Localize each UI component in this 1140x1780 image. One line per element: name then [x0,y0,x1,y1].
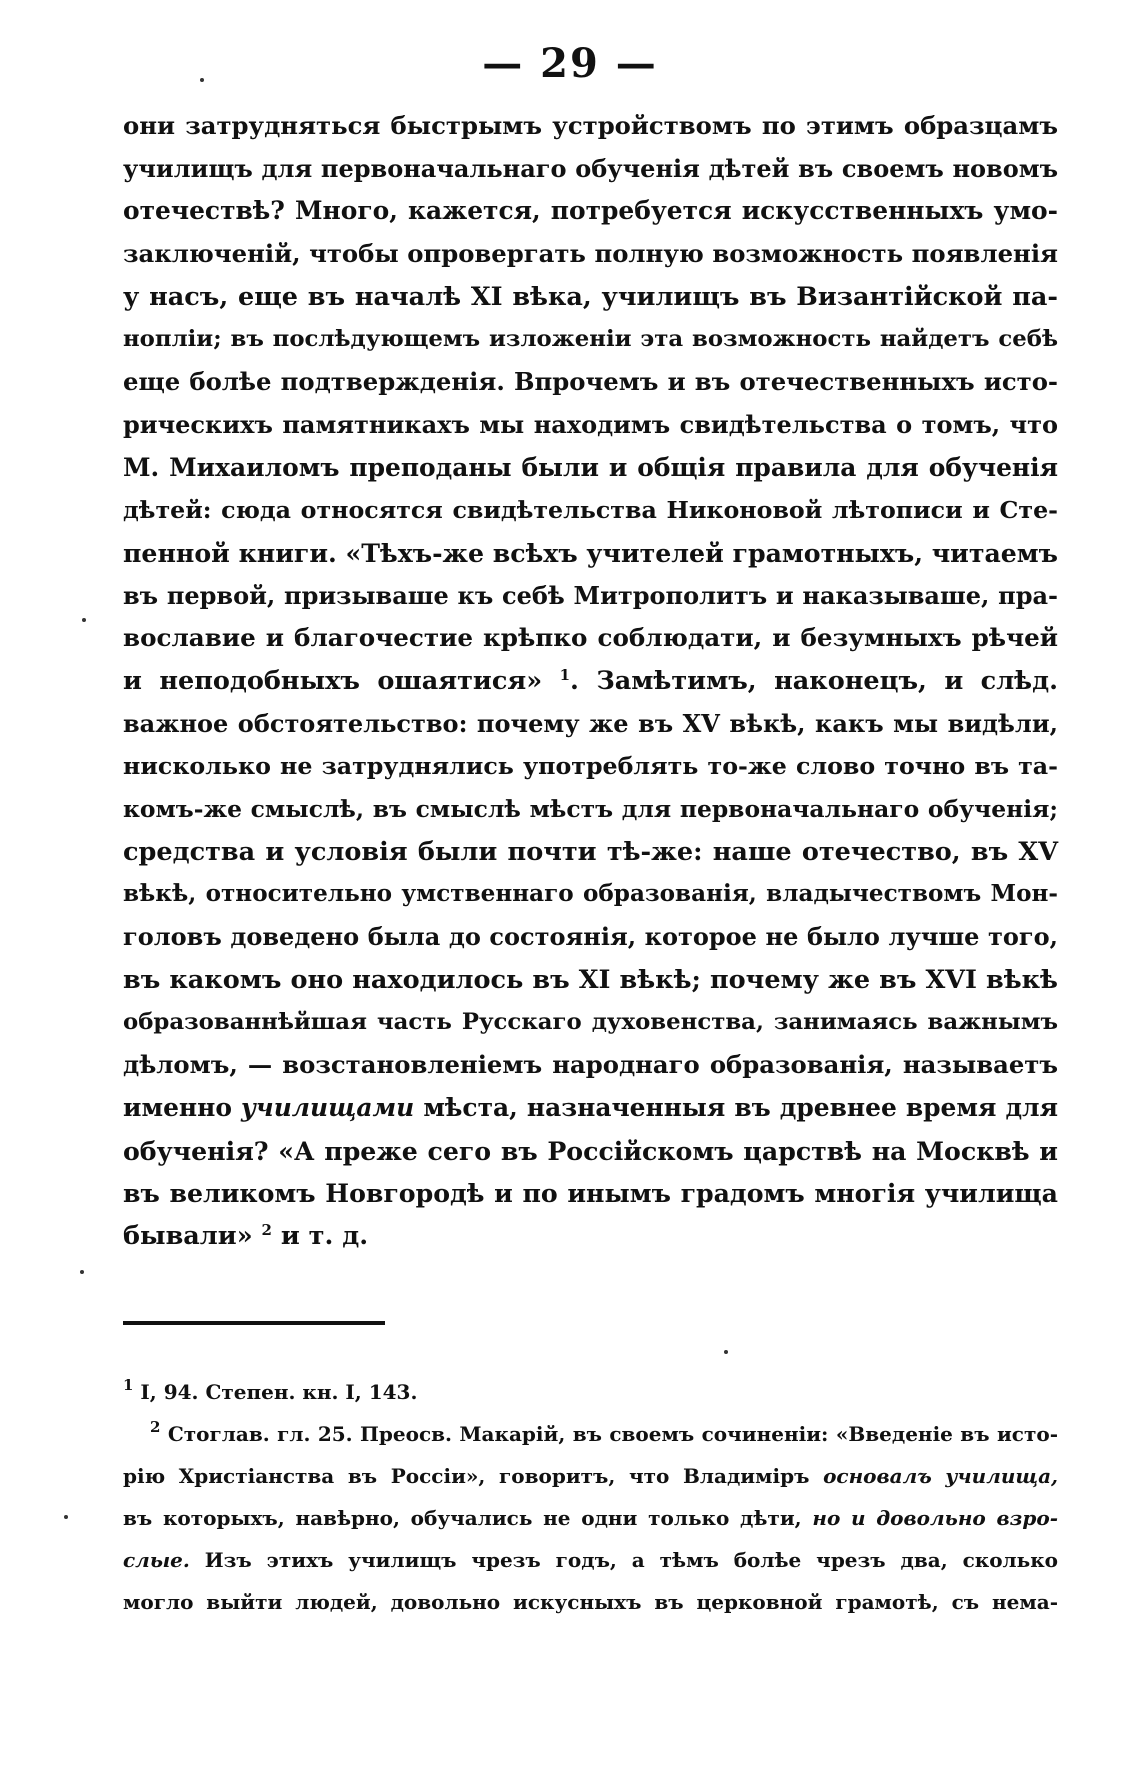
body-line: отечествѣ? Много, кажется, потребуется искусственныхъ умо- [123,196,1058,226]
footnote-1 [123,1371,1058,1413]
footnote-line [123,1539,1058,1581]
footnote-text: въ которыхъ, навѣрно, обучались не одни только дѣти, [123,1506,802,1530]
body-line: училищъ для первоначальнаго обученія дѣтей въ своемъ новомъ [123,153,1058,183]
footnote-line [123,1497,1058,1539]
body-line: нисколько не затруднялись употреблять то-же слово точно въ та- [123,752,1058,781]
body-line: у насъ, еще въ началѣ XI вѣка, училищъ въ Византійской па- [123,281,1058,312]
body-line [123,1087,1058,1130]
footnote-italic: слые. [123,1548,190,1572]
body-line: пенной книги. «Тѣхъ-же всѣхъ учителей грамотныхъ, читаемъ [123,537,1058,568]
body-line: М. Михаиломъ преподаны были и общія правила для обученія [123,452,1058,482]
footnote-text: Стоглав. гл. 25. Преосв. Макарій, въ своемъ сочиненіи: «Введеніе въ исто- [167,1422,1058,1446]
scan-speck [200,78,204,82]
body-line: нопліи; въ послѣдующемъ изложеніи эта возможность найдетъ себѣ [123,326,1058,353]
footnote-italic: основалъ училища, [823,1464,1059,1488]
body-line: обученія? «А преже сего въ Россійскомъ царствѣ на Москвѣ и [123,1135,1058,1166]
body-line: важное обстоятельство: почему же въ XV вѣкѣ, какъ мы видѣли, [123,708,1058,738]
body-line: еще болѣе подтвержденія. Впрочемъ и въ отечественныхъ исто- [123,367,1058,397]
footnote-italic: но и довольно взро- [812,1506,1058,1530]
body-line: дѣломъ, — возстановленіемъ народнаго образованія, называетъ [123,1050,1058,1080]
scan-speck [82,618,86,622]
footnote-ref-2: 2 [261,1220,272,1239]
footnote-marker-2: 2 [150,1418,161,1436]
body-text [123,105,1058,1258]
body-line [123,660,1058,703]
page-number: — 29 — [482,40,658,87]
body-line: они затрудняться быстрымъ устройствомъ по этимъ образцамъ [123,111,1058,140]
footnote-line: могло выйти людей, довольно искусныхъ въ церковной грамотѣ, съ нема- [123,1590,1058,1614]
footnote-text: рію Христіанства въ Россіи», говоритъ, что Владиміръ [123,1464,810,1488]
scan-speck [80,1270,84,1274]
footnote-separator [123,1321,385,1325]
scan-speck [724,1350,728,1354]
body-line-segment: бывали» [123,1220,253,1251]
body-line: рическихъ памятникахъ мы находимъ свидѣтельства о томъ, что [123,409,1058,439]
body-line-segment: и неподобныхъ ошаятися» [123,665,543,696]
body-line-segment: мѣста, назначенныя въ древнее время для [423,1092,1058,1122]
footnote-marker-1: 1 [123,1376,134,1394]
body-line: комъ-же смыслѣ, въ смыслѣ мѣстъ для первоначальнаго обученія; [123,795,1058,823]
footnote-2 [123,1413,1058,1455]
body-line: образованнѣйшая часть Русскаго духовенства, занимаясь важнымъ [123,1009,1058,1036]
body-line [123,1215,1058,1258]
footnote-text: Изъ этихъ училищъ чрезъ годъ, а тѣмъ болѣе чрезъ два, сколько [204,1548,1058,1572]
body-line-segment: и т. д. [280,1220,369,1251]
body-line: дѣтей: сюда относятся свидѣтельства Никоновой лѣтописи и Сте- [123,496,1058,525]
italic-term: училищами [241,1092,415,1122]
body-line: вославие и благочестие крѣпко соблюдати, и безумныхъ рѣчей [123,623,1058,653]
body-line: головъ доведено была до состоянія, которое не было лучше того, [123,922,1058,952]
footnote-line [123,1455,1058,1497]
footnote-ref-1: 1 [559,665,571,684]
scan-speck [64,1515,68,1519]
body-line-segment: именно [123,1092,232,1122]
body-line-segment: . Замѣтимъ, наконецъ, и слѣд. [570,665,1058,696]
body-line: средства и условія были почти тѣ-же: наше отечество, въ XV [123,836,1058,867]
body-line: въ какомъ оно находилось въ XI вѣкѣ; почему же въ XVI вѣкѣ [123,964,1058,995]
body-line: въ великомъ Новгородѣ и по инымъ градомъ многія училища [123,1178,1058,1209]
body-line: вѣкѣ, относительно умственнаго образованія, владычествомъ Мон- [123,880,1058,908]
body-line: заключеній, чтобы опровергать полную возможность появленія [123,239,1058,269]
body-line: въ первой, призываше къ себѣ Митрополитъ и наказываше, пра- [123,580,1058,610]
footnotes [123,1371,1058,1623]
footnote-text: I, 94. Степен. кн. I, 143. [140,1380,418,1404]
